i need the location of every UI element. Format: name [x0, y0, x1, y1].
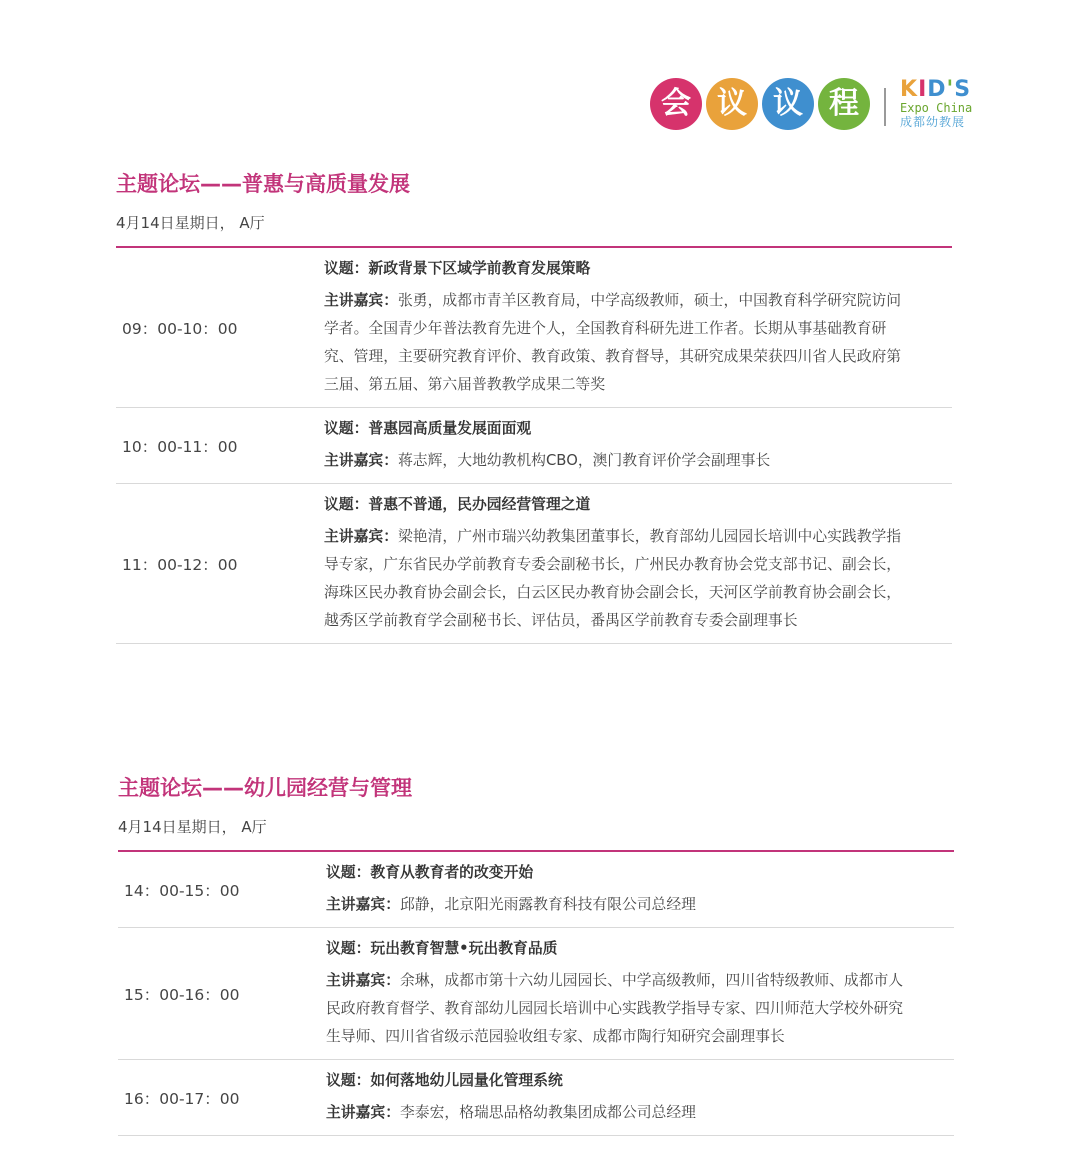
- row-speaker: [326, 891, 906, 919]
- speaker-label: 主讲嘉宾：: [324, 528, 398, 545]
- row-topic: 议题：如何落地幼儿园量化管理系统: [326, 1072, 563, 1089]
- speaker-label: 主讲嘉宾：: [326, 972, 400, 989]
- logo-letter: S: [954, 77, 972, 102]
- agenda-row: [116, 408, 952, 484]
- header-divider: [884, 88, 886, 126]
- logo-kids-wordmark: [900, 78, 990, 102]
- logo-expo-text: Expo China: [900, 101, 973, 115]
- row-content: [326, 1060, 906, 1135]
- logo-letter: D: [927, 77, 947, 102]
- section-date: 4月14日星期日， A厅: [118, 818, 267, 836]
- agenda-row: [116, 484, 952, 644]
- agenda-row: [118, 1060, 954, 1136]
- speaker-text: 张勇，成都市青羊区教育局，中学高级教师，硕士，中国教育科学研究院访问学者。全国青少年普法教育先进个人，全国教育科研先进工作者。长期从事基础教育研究、管理，主要研究教育评价、教育政策、教育督导，其研究成果荣获四川省人民政府第三届、第五届、第六届普教教学成果二等奖: [324, 292, 902, 393]
- title-bubble: 程: [818, 78, 870, 130]
- row-speaker: [326, 1099, 906, 1127]
- kids-expo-logo: [900, 78, 990, 129]
- agenda-row: [118, 852, 954, 928]
- row-topic: 议题：玩出教育智慧•玩出教育品质: [326, 940, 558, 957]
- agenda-row: [116, 248, 952, 408]
- forum-section: [118, 774, 954, 1136]
- row-speaker: [326, 967, 906, 1051]
- logo-cn-text: 成都幼教展: [900, 115, 966, 129]
- title-bubble: 议: [706, 78, 758, 130]
- row-content: [324, 484, 904, 643]
- logo-letter: K: [900, 77, 919, 102]
- logo-letter: I: [918, 77, 928, 102]
- row-time: 09：00-10：00: [122, 319, 238, 338]
- speaker-label: 主讲嘉宾：: [324, 452, 398, 469]
- logo-letter: ': [946, 77, 955, 102]
- agenda-header: [650, 78, 990, 136]
- speaker-text: 邱静，北京阳光雨露教育科技有限公司总经理: [400, 896, 696, 913]
- forum-section: [116, 170, 952, 644]
- section-title: 主题论坛——普惠与高质量发展: [116, 172, 410, 196]
- speaker-text: 李泰宏，格瑞思品格幼教集团成都公司总经理: [400, 1104, 696, 1121]
- row-time: 10：00-11：00: [122, 437, 238, 456]
- row-topic: 议题：教育从教育者的改变开始: [326, 864, 534, 881]
- row-time: 16：00-17：00: [124, 1089, 240, 1108]
- speaker-label: 主讲嘉宾：: [326, 896, 400, 913]
- row-speaker: [324, 523, 904, 635]
- speaker-text: 余琳，成都市第十六幼儿园园长、中学高级教师，四川省特级教师、成都市人民政府教育督学、教育部幼儿园园长培训中心实践教学指导专家、四川师范大学校外研究生导师、四川省省级示范园验收组专家、成都市陶行知研究会副理事长: [326, 972, 904, 1045]
- row-content: [326, 852, 906, 927]
- row-time: 11：00-12：00: [122, 555, 238, 574]
- agenda-title-bubbles: [650, 78, 874, 130]
- row-time: 15：00-16：00: [124, 985, 240, 1004]
- row-topic: 议题：普惠不普通，民办园经营管理之道: [324, 496, 591, 513]
- title-bubble: 会: [650, 78, 702, 130]
- section-title: 主题论坛——幼儿园经营与管理: [118, 776, 412, 800]
- row-content: [324, 408, 904, 483]
- row-speaker: [324, 287, 904, 399]
- title-bubble: 议: [762, 78, 814, 130]
- agenda-row: [118, 928, 954, 1060]
- row-content: [326, 928, 906, 1059]
- speaker-text: 蒋志辉，大地幼教机构CBO，澳门教育评价学会副理事长: [398, 452, 771, 469]
- row-topic: 议题：新政背景下区域学前教育发展策略: [324, 260, 591, 277]
- section-date: 4月14日星期日， A厅: [116, 214, 265, 232]
- row-time: 14：00-15：00: [124, 881, 240, 900]
- speaker-text: 梁艳清，广州市瑞兴幼教集团董事长，教育部幼儿园园长培训中心实践教学指导专家，广东省民办学前教育专委会副秘书长，广州民办教育协会党支部书记、副会长，海珠区民办教育协会副会长，白云区民办教育协会副会长，天河区学前教育协会副会长，越秀区学前教育学会副秘书长、评估员，番禺区学前教育专委会副理事长: [324, 528, 902, 629]
- row-topic: 议题：普惠园高质量发展面面观: [324, 420, 532, 437]
- row-speaker: [324, 447, 904, 475]
- speaker-label: 主讲嘉宾：: [324, 292, 398, 309]
- speaker-label: 主讲嘉宾：: [326, 1104, 400, 1121]
- row-content: [324, 248, 904, 407]
